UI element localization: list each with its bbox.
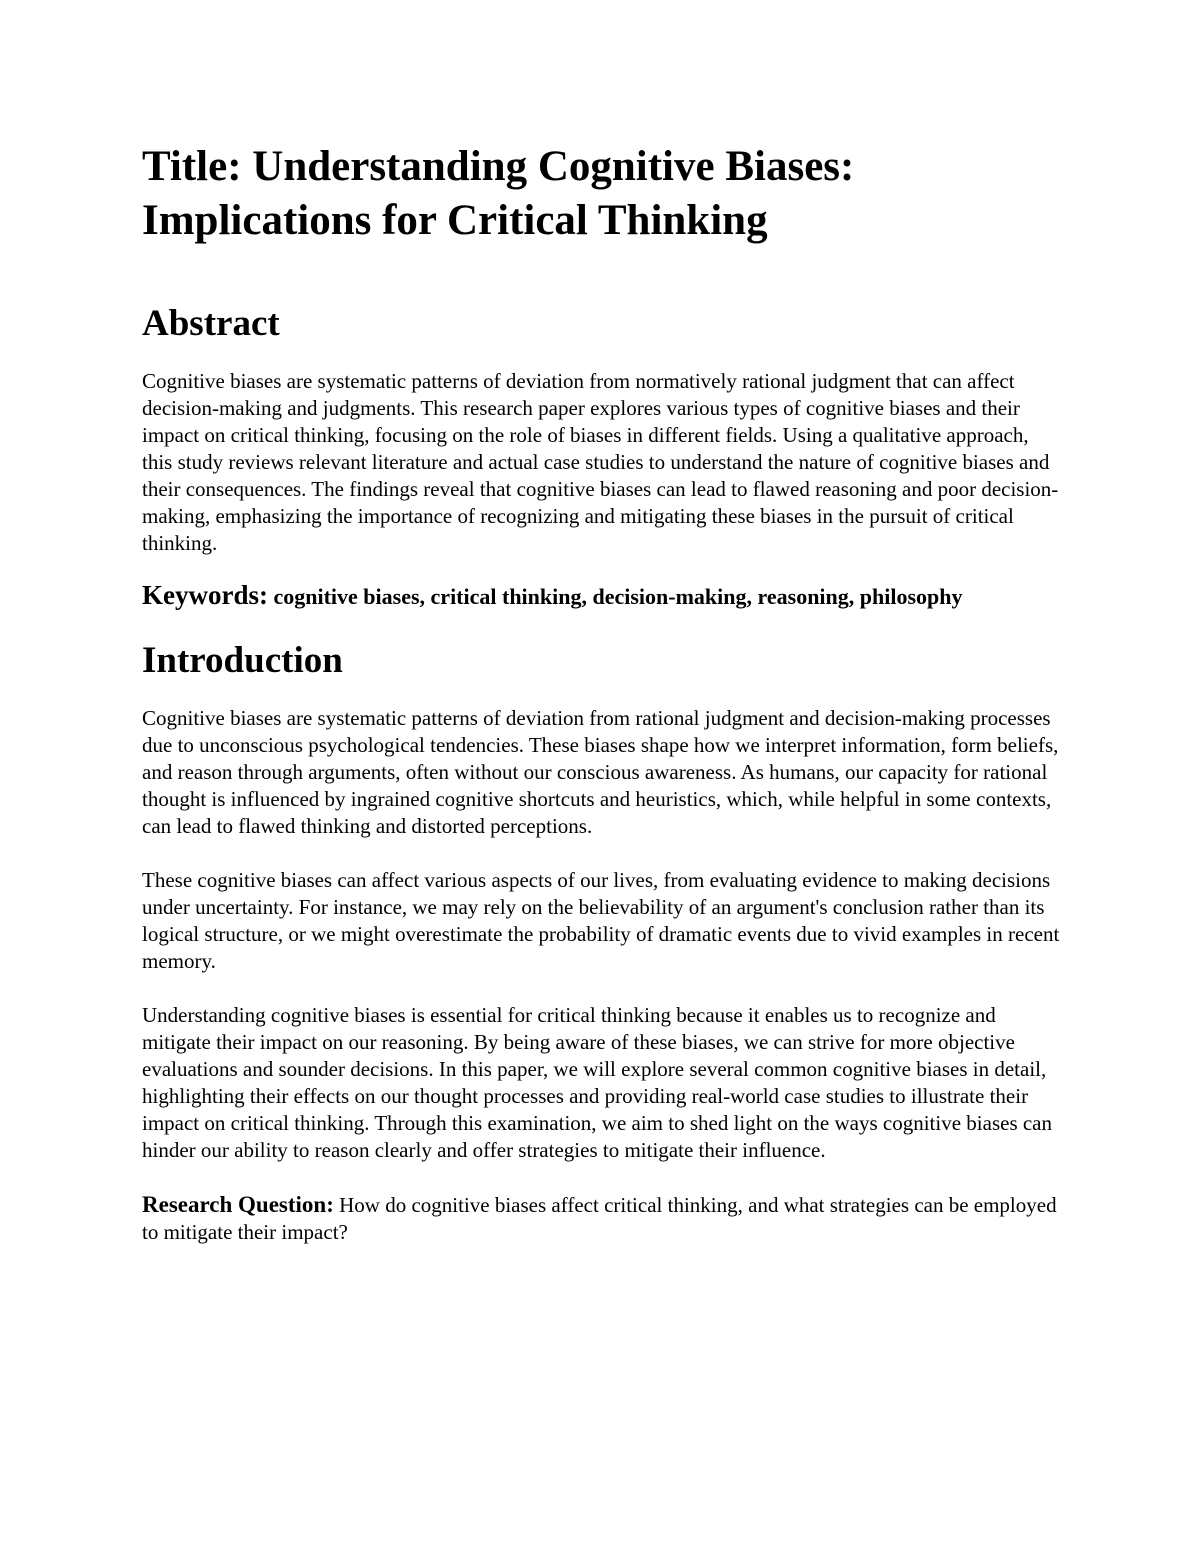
abstract-heading: Abstract <box>142 303 280 344</box>
introduction-paragraph-1: Cognitive biases are systematic patterns of deviation from rational judgment and decision-making processes due to unconscious psychological tendencies. These biases shape how we interpret information, form beliefs, and reason through arguments, often without our conscious awareness. As humans, our capacity for rational thought is influenced by ingrained cognitive shortcuts and heuristics, which, while helpful in some contexts, can lead to flawed thinking and distorted perceptions. <box>142 706 1059 838</box>
research-question <box>142 1191 1062 1246</box>
introduction-paragraph-2: These cognitive biases can affect various aspects of our lives, from evaluating evidence to making decisions under uncertainty. For instance, we may rely on the believability of an argument's conclusion rather than its logical structure, or we might overestimate the probability of dramatic events due to vivid examples in recent memory. <box>142 868 1060 973</box>
introduction-paragraph-3: Understanding cognitive biases is essential for critical thinking because it enables us to recognize and mitigate their impact on our reasoning. By being aware of these biases, we can strive for more objective evaluations and sounder decisions. In this paper, we will explore several common cognitive biases in detail, highlighting their effects on our thought processes and providing real-world case studies to illustrate their impact on critical thinking. Through this examination, we aim to shed light on the ways cognitive biases can hinder our ability to reason clearly and offer strategies to mitigate their influence. <box>142 1003 1053 1162</box>
keywords-label: Keywords: <box>142 580 268 610</box>
keywords-line <box>142 579 1062 613</box>
research-question-text: How do cognitive biases affect critical thinking, and what strategies can be employed to mitigate their impact? <box>142 1193 1057 1244</box>
abstract-text: Cognitive biases are systematic patterns of deviation from normatively rational judgment that can affect decision-making and judgments. This research paper explores various types of cognitive biases and their impact on critical thinking, focusing on the role of biases in different fields. Using a qualitative approach, this study reviews relevant literature and actual case studies to understand the nature of cognitive biases and their consequences. The findings reveal that cognitive biases can lead to flawed reasoning and poor decision-making, emphasizing the importance of recognizing and mitigating these biases in the pursuit of critical thinking. <box>142 369 1059 555</box>
document-title: Title: Understanding Cognitive Biases: Implications for Critical Thinking <box>142 143 855 244</box>
keywords-text: cognitive biases, critical thinking, decision-making, reasoning, philosophy <box>267 584 963 609</box>
document-page <box>142 140 1062 1246</box>
research-question-label: Research Question: <box>142 1192 334 1217</box>
introduction-heading: Introduction <box>142 640 343 681</box>
